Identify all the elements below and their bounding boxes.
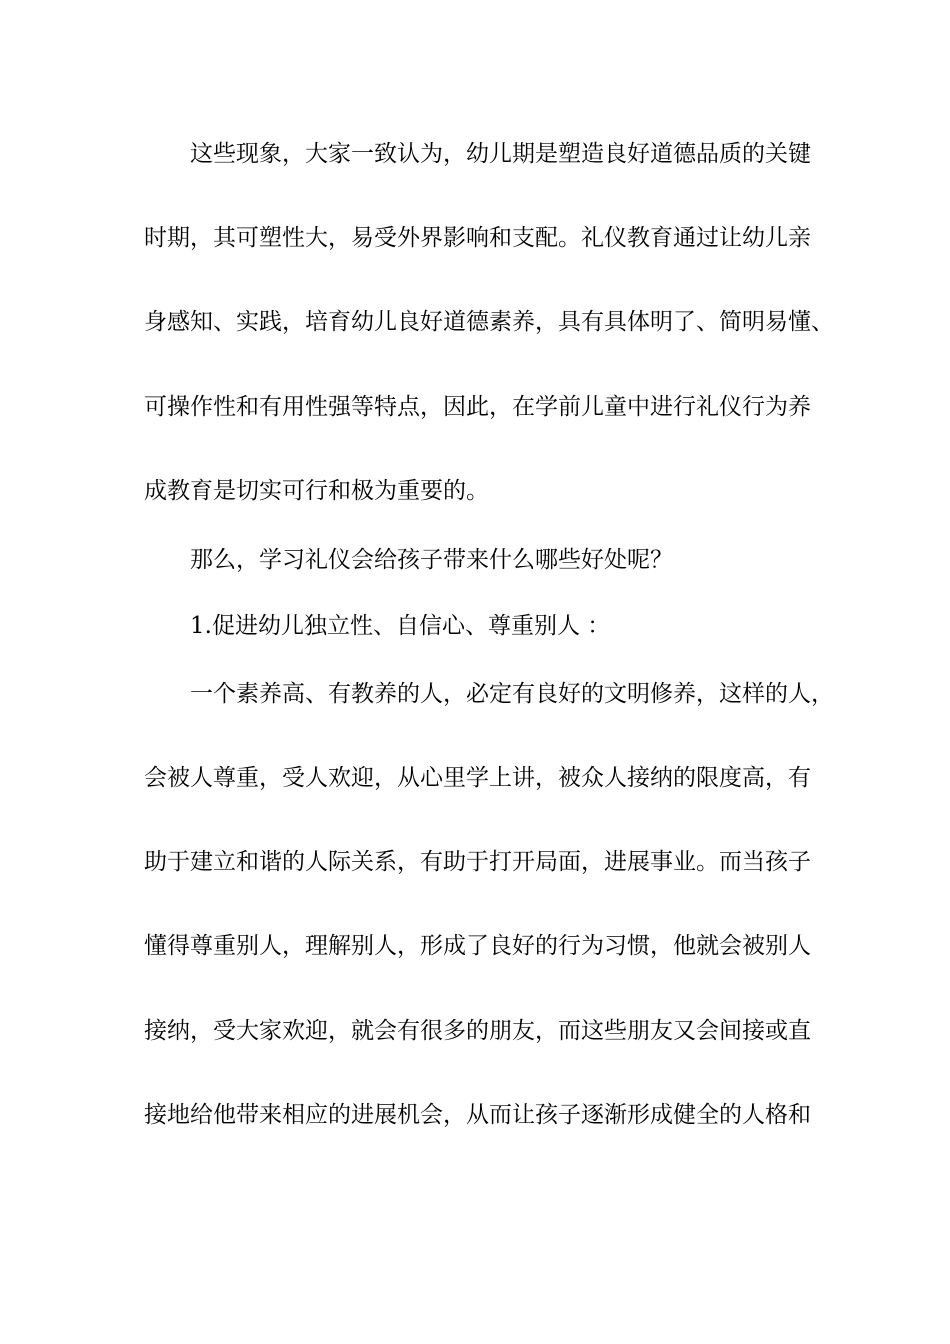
line-text: 一个素养高、有教养的人，必定有良好的文明修养，这样的人， (190, 681, 834, 707)
line-text: 成教育是切实可行和极为重要的。 (144, 478, 489, 504)
line-text: 懂得尊重别人，理解别人，形成了良好的行为习惯，他就会被别人 (144, 933, 811, 959)
heading-text: 1.促进幼儿独立性、自信心、尊重别人 ： (190, 613, 611, 639)
line-text: 接纳，受大家欢迎，就会有很多的朋友，而这些朋友又会间接或直 (144, 1018, 811, 1044)
line-text: 时期，其可塑性大，易受外界影响和支配。礼仪教育通过让幼儿亲 (144, 225, 811, 251)
line-text: 这些现象，大家一致认为，幼儿期是塑造良好道德品质的关键 (190, 141, 811, 167)
line-text: 接地给他带来相应的进展机会，从而让孩子逐渐形成健全的人格和 (144, 1102, 811, 1128)
line-text: 助于建立和谐的人际关系，有助于打开局面，进展事业。而当孩子 (144, 849, 811, 875)
line-text: 那么，学习礼仪会给孩子带来什么哪些好处呢？ (190, 547, 673, 573)
line-text: 可操作性和有用性强等特点，因此，在学前儿童中进行礼仪行为养 (144, 394, 811, 420)
line-text: 身感知、实践，培育幼儿良好道德素养，具有具体明了、简明易懂、 (144, 309, 834, 335)
line-text: 会被人尊重，受人欢迎，从心里学上讲，被众人接纳的限度高，有 (144, 765, 811, 791)
